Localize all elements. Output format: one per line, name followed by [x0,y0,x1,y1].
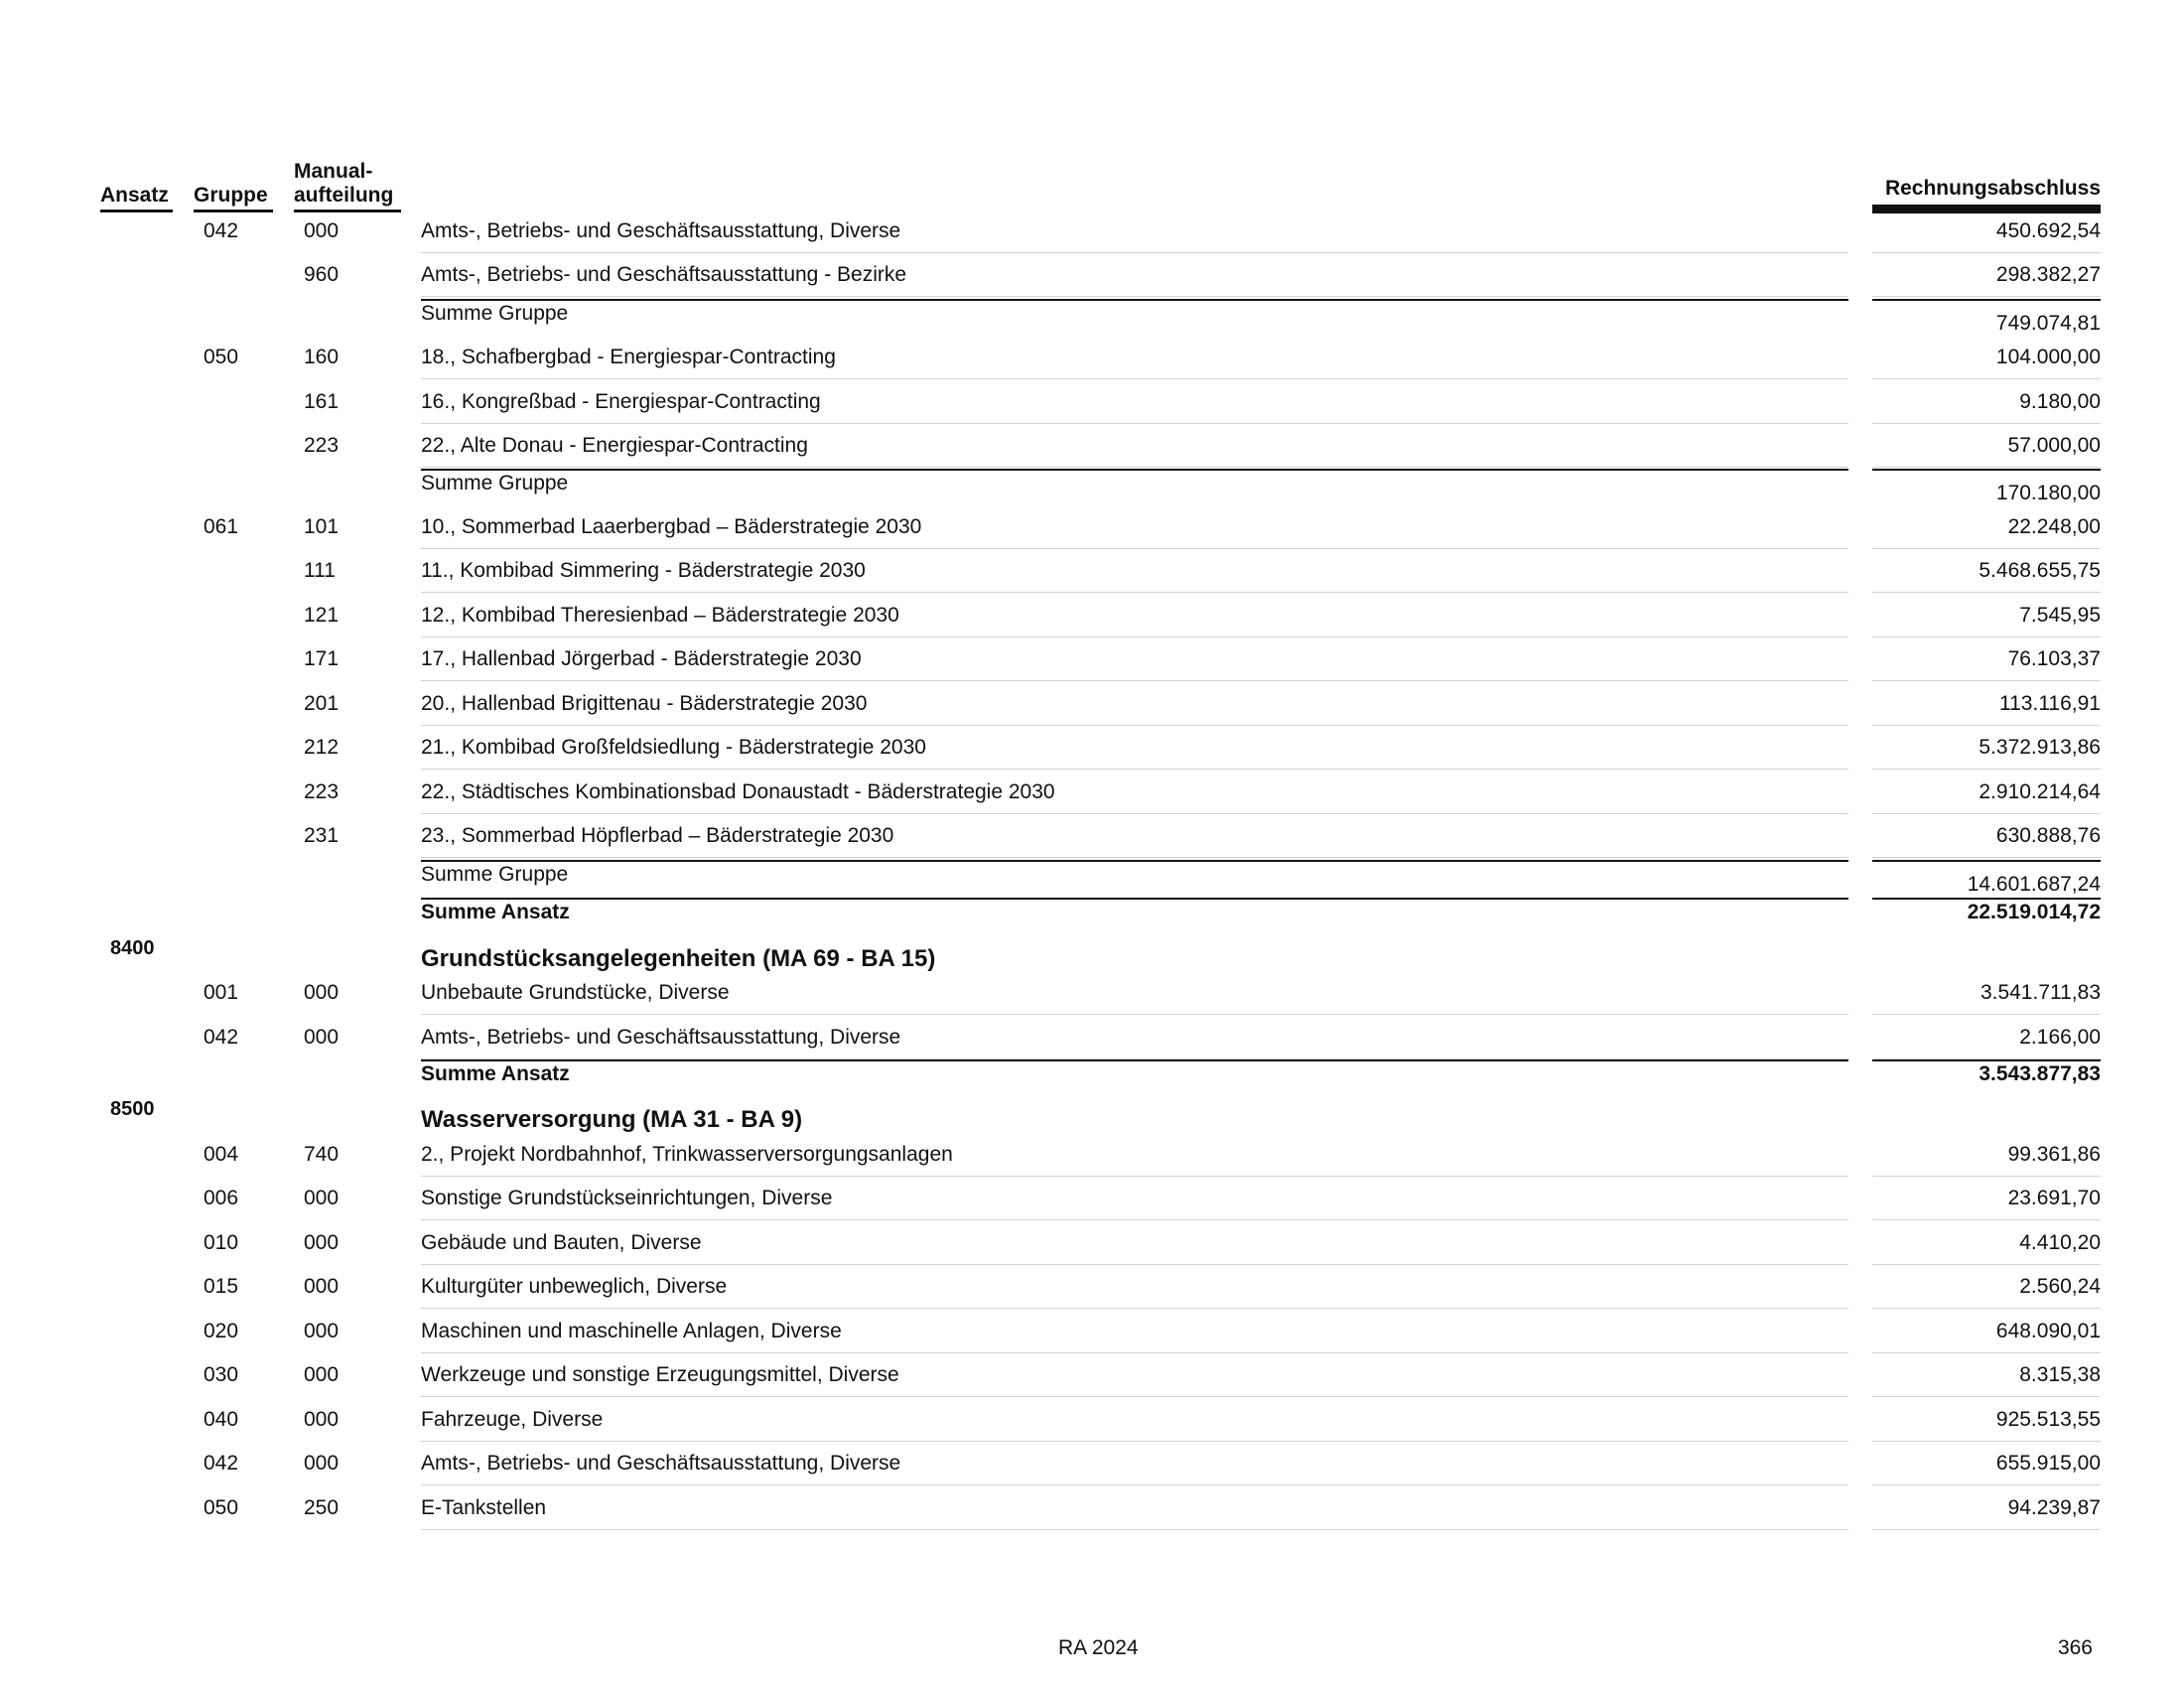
sum-rule [1872,898,2101,900]
row-divider [1872,252,2101,253]
amount-cell: 2.560,24 [2019,1275,2101,1298]
manual-cell: 212 [304,736,340,759]
gruppe-cell: 050 [204,346,239,368]
gruppe-cell: 061 [204,515,239,538]
amount-cell: 5.372.913,86 [1979,736,2101,759]
header-ansatz: Ansatz [100,184,169,207]
summe-ansatz-label: Summe Ansatz [421,901,570,923]
description-cell: Werkzeuge und sonstige Erzeugungsmittel, Diverse [421,1363,899,1386]
description-cell: Gebäude und Bauten, Diverse [421,1231,702,1254]
manual-cell: 160 [304,346,340,368]
manual-cell: 000 [304,219,340,242]
row-divider [421,1484,1848,1485]
amount-cell: 4.410,20 [2019,1231,2101,1254]
row-divider [1872,1014,2101,1015]
amount-cell: 113.116,91 [1999,692,2101,715]
summe-gruppe-label: Summe Gruppe [421,472,569,494]
row-divider [421,636,1848,637]
header-gruppe: Gruppe [194,184,268,207]
row-divider [1872,1352,2101,1353]
description-cell: Kulturgüter unbeweglich, Diverse [421,1275,728,1298]
header-amount: Rechnungsabschluss [1884,177,2101,200]
amount-cell: 104.000,00 [1995,346,2101,368]
row-divider [1872,1484,2101,1485]
row-divider [1872,725,2101,726]
gruppe-cell: 040 [204,1408,239,1431]
sum-rule [421,898,1848,900]
manual-cell: 161 [304,390,340,413]
summe-gruppe-amount: 170.180,00 [1995,482,2101,504]
row-divider [421,1308,1848,1309]
manual-cell: 231 [304,824,340,847]
description-cell: 21., Kombibad Großfeldsiedlung - Bäderstrategie 2030 [421,736,926,759]
sum-rule [421,299,1848,301]
description-cell: 22., Städtisches Kombinationsbad Donaustadt - Bäderstrategie 2030 [421,780,1055,803]
sum-rule [1872,469,2101,471]
amount-cell: 2.166,00 [2019,1026,2101,1049]
section-title: Wasserversorgung (MA 31 - BA 9) [421,1106,803,1133]
row-divider [1872,1264,2101,1265]
row-divider [1872,1441,2101,1442]
manual-cell: 223 [304,780,340,803]
row-divider [1872,1219,2101,1220]
row-divider [421,1529,1848,1530]
sum-rule [421,469,1848,471]
row-divider [1872,1176,2101,1177]
sum-rule [1872,1059,2101,1061]
amount-cell: 3.541.711,83 [1979,981,2101,1004]
row-divider [421,813,1848,814]
description-cell: Maschinen und maschinelle Anlagen, Diverse [421,1320,842,1342]
header-amount-underline [1872,205,2101,213]
gruppe-cell: 050 [204,1496,239,1519]
row-divider [1872,680,2101,681]
manual-cell: 740 [304,1143,340,1166]
amount-cell: 9.180,00 [2019,390,2101,413]
summe-gruppe-label: Summe Gruppe [421,302,569,325]
manual-cell: 000 [304,1026,340,1049]
row-divider [421,1014,1848,1015]
ansatz-code: 8400 [110,937,155,959]
row-divider [421,467,1848,468]
gruppe-cell: 006 [204,1187,239,1209]
description-cell: 20., Hallenbad Brigittenau - Bäderstrategie 2030 [421,692,868,715]
sum-rule [1872,860,2101,862]
sum-rule [1872,299,2101,301]
manual-cell: 000 [304,1275,340,1298]
ansatz-code: 8500 [110,1098,155,1120]
gruppe-cell: 010 [204,1231,239,1254]
row-divider [1872,1396,2101,1397]
amount-cell: 8.315,38 [2019,1363,2101,1386]
manual-cell: 101 [304,515,340,538]
description-cell: Unbebaute Grundstücke, Diverse [421,981,730,1004]
description-cell: Amts-, Betriebs- und Geschäftsausstattung, Diverse [421,1452,901,1475]
gruppe-cell: 020 [204,1320,239,1342]
description-cell: 18., Schafbergbad - Energiespar-Contracting [421,346,836,368]
description-cell: 16., Kongreßbad - Energiespar-Contracting [421,390,821,413]
row-divider [421,1219,1848,1220]
amount-cell: 450.692,54 [1995,219,2101,242]
row-divider [421,725,1848,726]
row-divider [1872,1308,2101,1309]
row-divider [421,592,1848,593]
amount-cell: 298.382,27 [1995,263,2101,286]
amount-cell: 648.090,01 [1995,1320,2101,1342]
manual-cell: 000 [304,1408,340,1431]
description-cell: 10., Sommerbad Laaerbergbad – Bäderstrategie 2030 [421,515,922,538]
section-title: Grundstücksangelegenheiten (MA 69 - BA 15) [421,945,936,972]
row-divider [421,769,1848,770]
amount-cell: 7.545,95 [2019,604,2101,627]
row-divider [1872,467,2101,468]
row-divider [1872,857,2101,858]
row-divider [1872,813,2101,814]
row-divider [421,378,1848,379]
description-cell: Sonstige Grundstückseinrichtungen, Diverse [421,1187,833,1209]
manual-cell: 000 [304,1187,340,1209]
amount-cell: 925.513,55 [1995,1408,2101,1431]
footer-report-label: RA 2024 [1058,1636,1139,1659]
manual-cell: 250 [304,1496,340,1519]
gruppe-cell: 030 [204,1363,239,1386]
row-divider [1872,636,2101,637]
manual-cell: 121 [304,604,340,627]
row-divider [421,1396,1848,1397]
amount-cell: 5.468.655,75 [1979,559,2101,582]
gruppe-cell: 042 [204,219,239,242]
sum-rule [421,1059,1848,1061]
manual-cell: 000 [304,1363,340,1386]
description-cell: 2., Projekt Nordbahnhof, Trinkwasserversorgungsanlagen [421,1143,953,1166]
header-manual-underline [294,210,401,212]
amount-cell: 22.248,00 [2007,515,2101,538]
gruppe-cell: 004 [204,1143,239,1166]
description-cell: Amts-, Betriebs- und Geschäftsausstattung - Bezirke [421,263,907,286]
summe-ansatz-label: Summe Ansatz [421,1062,570,1085]
row-divider [421,1264,1848,1265]
summe-ansatz-amount: 3.543.877,83 [1979,1062,2101,1085]
row-divider [421,423,1848,424]
amount-cell: 99.361,86 [2007,1143,2101,1166]
description-cell: Fahrzeuge, Diverse [421,1408,604,1431]
header-ansatz-underline [100,210,173,212]
manual-cell: 171 [304,647,340,670]
amount-cell: 94.239,87 [2007,1496,2101,1519]
row-divider [1872,423,2101,424]
description-cell: E-Tankstellen [421,1496,547,1519]
manual-cell: 111 [304,559,336,582]
amount-cell: 76.103,37 [2007,647,2101,670]
amount-cell: 2.910.214,64 [1979,780,2101,803]
gruppe-cell: 015 [204,1275,239,1298]
row-divider [421,1441,1848,1442]
amount-cell: 655.915,00 [1995,1452,2101,1475]
description-cell: Amts-, Betriebs- und Geschäftsausstattung, Diverse [421,1026,901,1049]
summe-ansatz-amount: 22.519.014,72 [1967,901,2101,923]
summe-gruppe-amount: 749.074,81 [1995,312,2101,335]
manual-cell: 223 [304,434,340,457]
description-cell: 23., Sommerbad Höpflerbad – Bäderstrategie 2030 [421,824,894,847]
amount-cell: 57.000,00 [2007,434,2101,457]
row-divider [421,1176,1848,1177]
description-cell: 11., Kombibad Simmering - Bäderstrategie 2030 [421,559,866,582]
row-divider [421,1352,1848,1353]
manual-cell: 960 [304,263,340,286]
row-divider [1872,548,2101,549]
manual-cell: 000 [304,1452,340,1475]
description-cell: 22., Alte Donau - Energiespar-Contracting [421,434,808,457]
page-number: 366 [2057,1636,2093,1659]
header-manual-line1: Manual- [294,160,373,183]
row-divider [1872,1529,2101,1530]
manual-cell: 201 [304,692,340,715]
amount-cell: 23.691,70 [2007,1187,2101,1209]
gruppe-cell: 042 [204,1026,239,1049]
header-manual-line2: aufteilung [294,184,394,207]
summe-gruppe-label: Summe Gruppe [421,863,569,886]
gruppe-cell: 042 [204,1452,239,1475]
row-divider [421,857,1848,858]
summe-gruppe-amount: 14.601.687,24 [1967,873,2101,896]
row-divider [421,296,1848,297]
manual-cell: 000 [304,1320,340,1342]
row-divider [1872,378,2101,379]
manual-cell: 000 [304,1231,340,1254]
row-divider [421,548,1848,549]
row-divider [1872,296,2101,297]
row-divider [1872,769,2101,770]
header-gruppe-underline [194,210,273,212]
sum-rule [421,860,1848,862]
row-divider [421,252,1848,253]
description-cell: Amts-, Betriebs- und Geschäftsausstattung, Diverse [421,219,901,242]
amount-cell: 630.888,76 [1995,824,2101,847]
description-cell: 12., Kombibad Theresienbad – Bäderstrategie 2030 [421,604,899,627]
description-cell: 17., Hallenbad Jörgerbad - Bäderstrategie 2030 [421,647,862,670]
manual-cell: 000 [304,981,340,1004]
row-divider [1872,592,2101,593]
row-divider [421,680,1848,681]
gruppe-cell: 001 [204,981,239,1004]
